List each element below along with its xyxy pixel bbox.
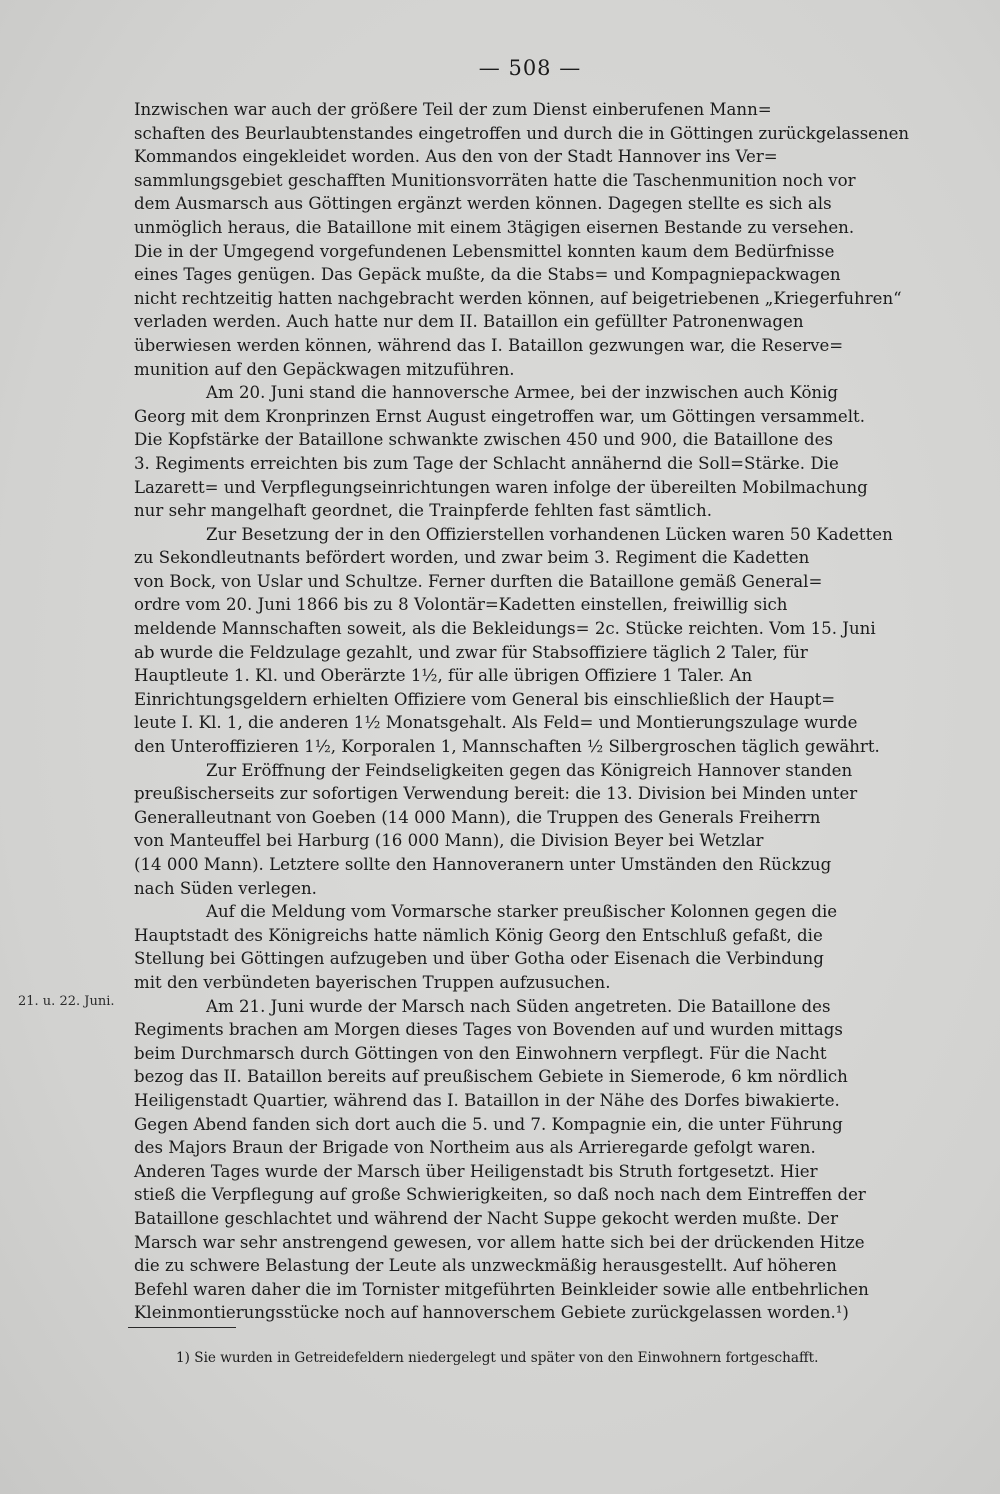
text-line: 3. Regiments erreichten bis zum Tage der Schlacht annähernd die Soll=Stärke. Die <box>134 453 839 473</box>
paragraph <box>134 759 909 901</box>
text-line: Zur Eröffnung der Feindseligkeiten gegen das Königreich Hannover standen <box>206 760 853 780</box>
text-line: Einrichtungsgeldern erhielten Offiziere vom General bis einschließlich der Haupt= <box>134 689 836 709</box>
footnote: 1) Sie wurden in Getreidefeldern niedergelegt und später von den Einwohnern fortgeschafft. <box>176 1350 819 1366</box>
text-line: Anderen Tages wurde der Marsch über Heiligenstadt bis Struth fortgesetzt. Hier <box>134 1161 818 1181</box>
paragraph <box>134 523 909 759</box>
text-line: Kleinmontierungsstücke noch auf hannoverschem Gebiete zurückgelassen worden.¹) <box>134 1303 849 1323</box>
paragraph <box>134 900 909 994</box>
text-line: Kommandos eingekleidet worden. Aus den von der Stadt Hannover ins Ver= <box>134 147 778 167</box>
text-line: Georg mit dem Kronprinzen Ernst August eingetroffen war, um Göttingen versammelt. <box>134 406 865 426</box>
text-line: stieß die Verpflegung auf große Schwierigkeiten, so daß noch nach dem Eintreffen der <box>134 1185 866 1205</box>
text-line: mit den verbündeten bayerischen Truppen aufzusuchen. <box>134 972 611 992</box>
paragraph <box>134 381 909 523</box>
text-line: sammlungsgebiet geschafften Munitionsvorräten hatte die Taschenmunition noch vor <box>134 170 856 190</box>
text-line: Hauptleute 1. Kl. und Oberärzte 1½, für alle übrigen Offiziere 1 Taler. An <box>134 666 753 686</box>
text-line: den Unteroffizieren 1½, Korporalen 1, Mannschaften ½ Silbergroschen täglich gewährt. <box>134 737 880 757</box>
text-line: Die in der Umgegend vorgefundenen Lebensmittel konnten kaum dem Bedürfnisse <box>134 241 835 261</box>
text-line: (14 000 Mann). Letztere sollte den Hannoveranern unter Umständen den Rückzug <box>134 855 832 874</box>
text-line: nicht rechtzeitig hatten nachgebracht werden können, auf beigetriebenen „Kriegerfuhren“ <box>134 288 902 308</box>
text-line: nach Süden verlegen. <box>134 878 317 898</box>
text-line: eines Tages genügen. Das Gepäck mußte, da die Stabs= und Kompagniepackwagen <box>134 265 841 285</box>
text-line: Gegen Abend fanden sich dort auch die 5. und 7. Kompagnie ein, die unter Führung <box>134 1114 843 1134</box>
text-line: leute I. Kl. 1, die anderen 1½ Monatsgehalt. Als Feld= und Montierungszulage wurde <box>134 713 858 733</box>
text-line: ordre vom 20. Juni 1866 bis zu 8 Volontär=Kadetten einstellen, freiwillig sich <box>134 595 788 615</box>
footnote-rule <box>128 1327 236 1328</box>
paragraph <box>134 995 909 1325</box>
text-line: Auf die Meldung vom Vormarsche starker preußischer Kolonnen gegen die <box>206 902 838 922</box>
text-line: von Bock, von Uslar und Schultze. Ferner durften die Bataillone gemäß General= <box>134 571 823 591</box>
text-line: überwiesen werden können, während das I. Bataillon gezwungen war, die Reserve= <box>134 335 844 355</box>
text-line: Zur Besetzung der in den Offizierstellen vorhandenen Lücken waren 50 Kadetten <box>206 524 893 544</box>
text-line: munition auf den Gepäckwagen mitzuführen. <box>134 359 515 379</box>
text-line: preußischerseits zur sofortigen Verwendung bereit: die 13. Division bei Minden unter <box>134 784 858 804</box>
text-line: Lazarett= und Verpflegungseinrichtungen waren infolge der übereilten Mobilmachung <box>134 477 868 497</box>
text-line: zu Sekondleutnants befördert worden, und zwar beim 3. Regiment die Kadetten <box>134 548 810 568</box>
text-line: beim Durchmarsch durch Göttingen von den Einwohnern verpflegt. Für die Nacht <box>134 1043 827 1063</box>
text-line: des Majors Braun der Brigade von Northeim aus als Arrieregarde gefolgt waren. <box>134 1138 816 1158</box>
page-number: — 508 — <box>478 56 582 80</box>
text-line: ab wurde die Feldzulage gezahlt, und zwar für Stabsoffiziere täglich 2 Taler, für <box>134 642 808 662</box>
text-line: verladen werden. Auch hatte nur dem II. Bataillon ein gefüllter Patronenwagen <box>134 312 804 332</box>
text-line: Die Kopfstärke der Bataillone schwankte zwischen 450 und 900, die Bataillone des <box>134 430 833 450</box>
text-line: Am 20. Juni stand die hannoversche Armee, bei der inzwischen auch König <box>206 383 839 403</box>
text-line: die zu schwere Belastung der Leute als unzweckmäßig herausgestellt. Auf höheren <box>134 1256 837 1276</box>
text-line: Stellung bei Göttingen aufzugeben und über Gotha oder Eisenach die Verbindung <box>134 949 824 969</box>
text-line: Bataillone geschlachtet und während der Nacht Suppe gekocht werden mußte. Der <box>134 1208 839 1228</box>
text-line: Befehl waren daher die im Tornister mitgeführten Beinkleider sowie alle entbehrlichen <box>134 1279 869 1299</box>
text-line: Hauptstadt des Königreichs hatte nämlich König Georg den Entschluß gefaßt, die <box>134 925 823 945</box>
text-line: dem Ausmarsch aus Göttingen ergänzt werden können. Dagegen stellte es sich als <box>134 194 832 214</box>
paragraph <box>134 98 909 381</box>
text-line: bezog das II. Bataillon bereits auf preußischem Gebiete in Siemerode, 6 km nördlich <box>134 1067 848 1087</box>
text-line: Heiligenstadt Quartier, während das I. Bataillon in der Nähe des Dorfes biwakierte. <box>134 1090 840 1110</box>
text-line: Marsch war sehr anstrengend gewesen, vor allem hatte sich bei der drückenden Hitze <box>134 1232 865 1252</box>
text-line: Generalleutnant von Goeben (14 000 Mann), die Truppen des Generals Freiherrn <box>134 807 821 827</box>
margin-note-date: 21. u. 22. Juni. <box>18 994 115 1009</box>
text-line: schaften des Beurlaubtenstandes eingetroffen und durch die in Göttingen zurückgelassenen <box>134 123 910 143</box>
text-line: meldende Mannschaften soweit, als die Bekleidungs= 2c. Stücke reichten. Vom 15. Juni <box>134 619 876 639</box>
text-line: Inzwischen war auch der größere Teil der zum Dienst einberufenen Mann= <box>134 100 772 119</box>
text-line: Am 21. Juni wurde der Marsch nach Süden angetreten. Die Bataillone des <box>206 996 831 1016</box>
text-line: unmöglich heraus, die Bataillone mit einem 3tägigen eisernen Bestande zu versehen. <box>134 217 855 237</box>
text-line: Regiments brachen am Morgen dieses Tages von Bovenden auf und wurden mittags <box>134 1020 843 1040</box>
text-line: von Manteuffel bei Harburg (16 000 Mann), die Division Beyer bei Wetzlar <box>134 831 764 851</box>
text-line: nur sehr mangelhaft geordnet, die Trainpferde fehlten fast sämtlich. <box>134 501 712 521</box>
body-text <box>134 98 909 1325</box>
